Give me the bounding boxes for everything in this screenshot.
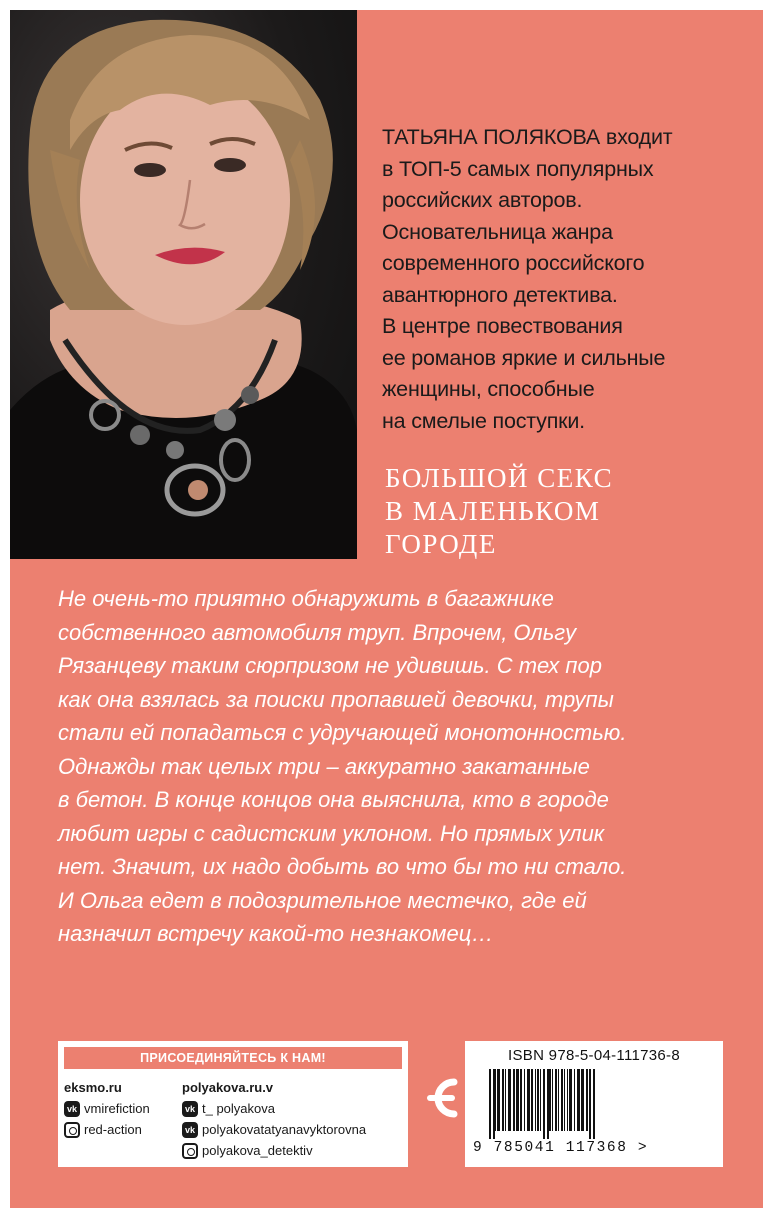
blurb-line: ТАТЬЯНА ПОЛЯКОВА входит bbox=[382, 125, 673, 149]
blurb-line: женщины, способные bbox=[382, 377, 595, 401]
blurb-line: российских авторов. bbox=[382, 188, 583, 212]
barcode-bar bbox=[586, 1069, 588, 1131]
author-blurb bbox=[382, 122, 742, 437]
barcode-bar bbox=[505, 1069, 506, 1131]
barcode-bar bbox=[574, 1069, 575, 1131]
barcode-bar bbox=[537, 1069, 539, 1131]
barcode-bar bbox=[549, 1069, 551, 1131]
barcode-bar bbox=[508, 1069, 511, 1131]
barcode-bar bbox=[516, 1069, 519, 1131]
barcode-bar bbox=[577, 1069, 580, 1131]
title-line: В МАЛЕНЬКОМ bbox=[385, 496, 601, 526]
barcode-bar bbox=[497, 1069, 500, 1131]
annotation-line: собственного автомобиля труп. Впрочем, Ольгу bbox=[58, 619, 577, 645]
author-site-link[interactable]: polyakova.ru.v bbox=[182, 1080, 274, 1095]
barcode-bars bbox=[489, 1069, 701, 1139]
barcode-bar bbox=[581, 1069, 584, 1131]
barcode-bar bbox=[561, 1069, 563, 1131]
annotation-line: Не очень-то приятно обнаружить в багажнике bbox=[58, 586, 554, 611]
instagram-icon bbox=[64, 1122, 80, 1138]
vk-icon: vk bbox=[64, 1101, 80, 1117]
social-link-row[interactable] bbox=[182, 1098, 366, 1119]
social-link-text: polyakova_detektiv bbox=[202, 1143, 313, 1158]
barcode-bar bbox=[564, 1069, 565, 1131]
social-link-row[interactable] bbox=[64, 1098, 150, 1119]
barcode-bar bbox=[567, 1069, 568, 1131]
blurb-line: ее романов яркие и сильные bbox=[382, 345, 666, 370]
vk-icon: vk bbox=[182, 1122, 198, 1138]
author-links bbox=[182, 1078, 366, 1161]
barcode-bar bbox=[527, 1069, 530, 1131]
title-line: БОЛЬШОЙ СЕКС bbox=[385, 463, 614, 493]
isbn-text: ISBN 978-5-04-111736-8 bbox=[508, 1047, 680, 1064]
barcode-bar bbox=[593, 1069, 595, 1139]
annotation-line: Рязанцеву таким сюрпризом не удивишь. С тех пор bbox=[58, 653, 602, 678]
book-annotation bbox=[58, 582, 758, 951]
annotation-line: любит игры с садистским уклоном. Но прямых улик bbox=[58, 820, 605, 846]
blurb-line: В центре повествования bbox=[382, 314, 623, 338]
barcode-bar bbox=[489, 1069, 491, 1139]
publisher-links bbox=[64, 1078, 150, 1140]
annotation-line: стали ей попадаться с удручающей монотонностью. bbox=[58, 720, 627, 745]
barcode-bar bbox=[493, 1069, 495, 1139]
publisher-site-link[interactable]: eksmo.ru bbox=[64, 1080, 122, 1095]
barcode-bar bbox=[547, 1069, 549, 1139]
barcode-digits: 9 785041 117368 > bbox=[473, 1140, 649, 1156]
vk-icon: vk bbox=[182, 1101, 198, 1117]
social-link-text: vmirefiction bbox=[84, 1101, 150, 1116]
barcode-bar bbox=[589, 1069, 591, 1139]
author-portrait-illustration bbox=[10, 10, 357, 559]
barcode-bar bbox=[558, 1069, 559, 1131]
annotation-line: нет. Значит, их надо добыть во что бы то ни стало. bbox=[58, 854, 627, 879]
annotation-line: как она взялась за поиски пропавшей девочки, трупы bbox=[58, 686, 614, 712]
social-link-row[interactable] bbox=[64, 1119, 150, 1140]
blurb-line: современного российского bbox=[382, 251, 645, 275]
social-links-panel bbox=[58, 1041, 408, 1167]
barcode-bar bbox=[495, 1069, 496, 1131]
annotation-line: И Ольга едет в подозрительное местечко, где ей bbox=[58, 887, 587, 913]
eksmo-logo-icon bbox=[420, 1068, 462, 1132]
social-link-row[interactable] bbox=[182, 1119, 366, 1140]
barcode-bar bbox=[531, 1069, 533, 1131]
blurb-line: в ТОП-5 самых популярных bbox=[382, 156, 654, 181]
blurb-line: на смелые поступки. bbox=[382, 408, 585, 433]
barcode-bar bbox=[543, 1069, 545, 1139]
barcode-bar bbox=[552, 1069, 553, 1131]
blurb-line: Основательница жанра bbox=[382, 219, 613, 244]
book-title bbox=[385, 462, 735, 561]
barcode-bar bbox=[535, 1069, 536, 1131]
barcode-bar bbox=[502, 1069, 504, 1131]
barcode-bar bbox=[520, 1069, 522, 1131]
social-link-text: t_ polyakova bbox=[202, 1101, 275, 1116]
social-header: ПРИСОЕДИНЯЙТЕСЬ К НАМ! bbox=[64, 1047, 402, 1069]
instagram-icon bbox=[182, 1143, 198, 1159]
annotation-line: в бетон. В конце концов она выяснила, кто в городе bbox=[58, 787, 609, 812]
barcode-panel bbox=[465, 1041, 723, 1167]
barcode-bar bbox=[569, 1069, 572, 1131]
barcode-bar bbox=[540, 1069, 541, 1131]
social-link-text: red-action bbox=[84, 1122, 142, 1137]
barcode-bar bbox=[555, 1069, 557, 1131]
annotation-line: Однажды так целых три – аккуратно закатанные bbox=[58, 753, 590, 779]
barcode-bar bbox=[524, 1069, 525, 1131]
barcode-bar bbox=[513, 1069, 515, 1131]
annotation-line: назначил встречу какой-то незнакомец… bbox=[58, 921, 494, 946]
author-photo bbox=[10, 10, 357, 559]
social-link-row[interactable] bbox=[182, 1140, 366, 1161]
social-link-text: polyakovatatyanavyktorovna bbox=[202, 1122, 367, 1137]
book-back-cover bbox=[10, 10, 763, 1208]
blurb-line: авантюрного детектива. bbox=[382, 282, 618, 307]
title-line: ГОРОДЕ bbox=[385, 529, 497, 559]
